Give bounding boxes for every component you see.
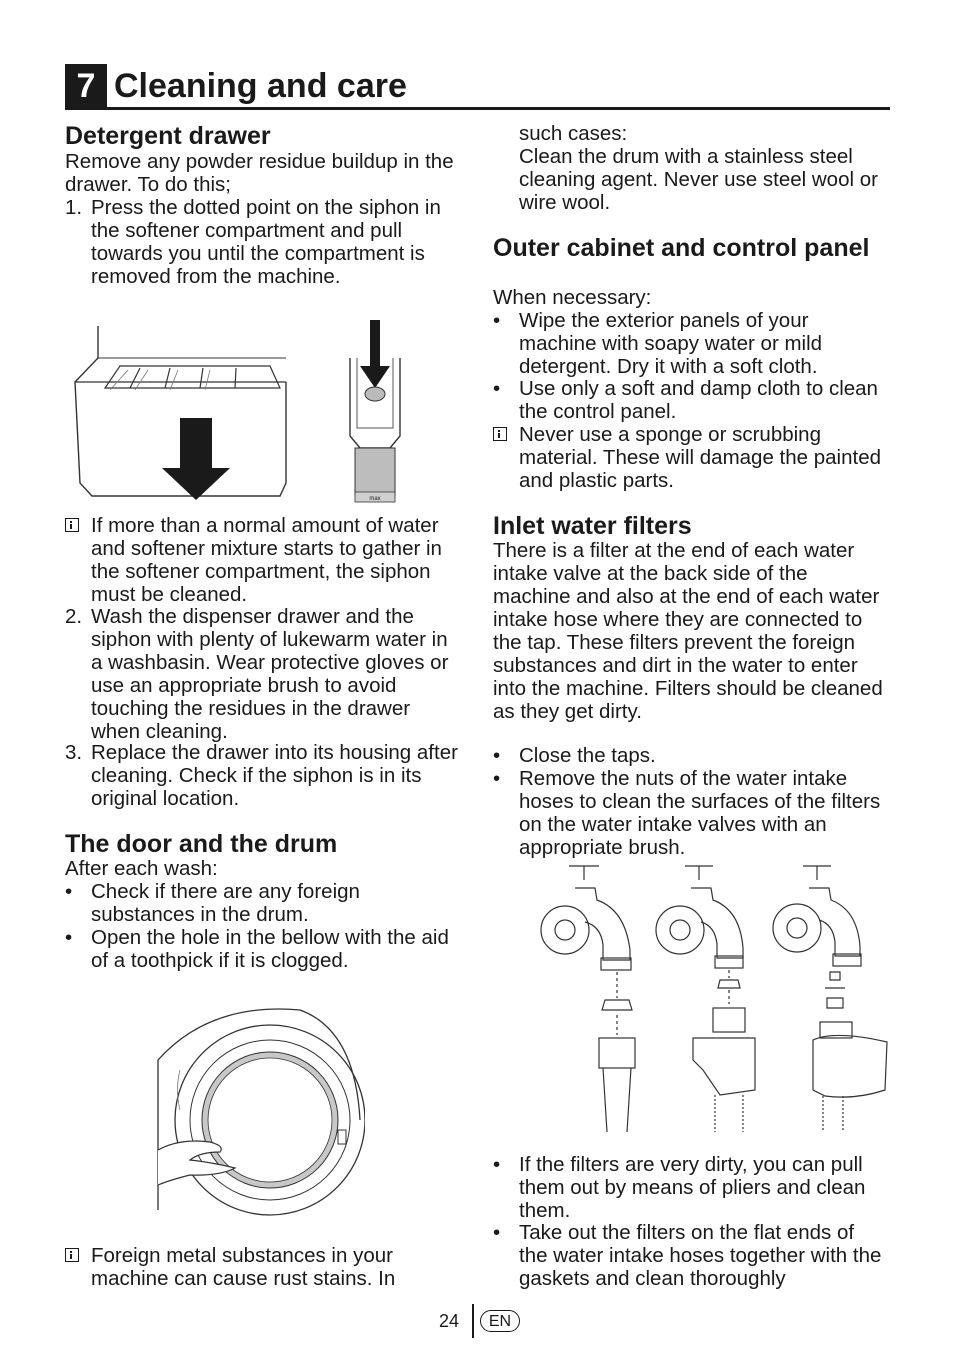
filters-bullet-1: • Close the taps.: [493, 744, 656, 767]
cabinet-bullet-2: • Use only a soft and damp cloth to clean the control panel.: [493, 377, 878, 423]
cabinet-heading: Outer cabinet and control panel: [493, 234, 870, 262]
chapter-number: 7: [65, 64, 107, 109]
drawer-illustration: [70, 318, 290, 503]
filters-bullet-4: • Take out the filters on the flat ends of the water intake hoses together with the gaskets and clean thoroughly: [493, 1221, 882, 1290]
door-bullet-1: • Check if there are any foreign substances in the drum.: [65, 880, 360, 926]
siphon-illustration: [335, 318, 415, 506]
info-icon: [493, 427, 507, 441]
cabinet-note: Never use a sponge or scrubbing material. These will damage the painted and plastic parts.: [493, 423, 883, 492]
language-badge: EN: [480, 1310, 520, 1332]
filters-intro: There is a filter at the end of each water intake valve at the back side of the machine and also at the end of each water intake hose where they are connected to the tap. These filters prevent the foreign substances and dirt in the water to enter into the machine. Filters should be cleaned as they get dirty.: [493, 539, 883, 723]
door-drum-intro: After each wash:: [65, 857, 218, 880]
siphon-max-label: max: [369, 496, 381, 502]
page-number: 24: [439, 1311, 460, 1331]
detergent-drawer-intro: Remove any powder residue buildup in the drawer. To do this;: [65, 150, 454, 196]
step-2: 2. Wash the dispenser drawer and the siphon with plenty of lukewarm water in a washbasin. Wear protective gloves or use an appropriate brush to avoid touching the residues in the drawer when cleaning.: [65, 605, 449, 743]
cabinet-bullet-1: • Wipe the exterior panels of your machine with soapy water or mild detergent. Dry it with a soft cloth.: [493, 309, 823, 378]
door-bullet-2: • Open the hole in the bellow with the aid of a toothpick if it is clogged.: [65, 926, 449, 972]
rust-note: Foreign metal substances in your machine can cause rust stains. In: [65, 1244, 460, 1290]
taps-illustration: [535, 860, 895, 1140]
chapter-title: Cleaning and care: [114, 67, 407, 105]
info-icon: [65, 518, 79, 532]
footer-divider: [472, 1304, 474, 1338]
drum-door-illustration: [150, 1000, 365, 1220]
info-icon: [65, 1248, 79, 1262]
cabinet-intro: When necessary:: [493, 286, 652, 309]
filters-bullet-3: • If the filters are very dirty, you can pull them out by means of pliers and clean them.: [493, 1153, 866, 1222]
header-rule: [65, 107, 890, 110]
continuation-cases: such cases:: [519, 122, 628, 145]
step-3: 3. Replace the drawer into its housing after cleaning. Check if the siphon is in its original location.: [65, 741, 458, 810]
filters-bullet-2: • Remove the nuts of the water intake hoses to clean the surfaces of the filters on the water intake valves with an appropriate brush.: [493, 767, 881, 859]
step-1: 1. Press the dotted point on the siphon in the softener compartment and pull towards you until the compartment is removed from the machine.: [65, 196, 441, 288]
siphon-note: If more than a normal amount of water and softener mixture starts to gather in the softener compartment, the siphon must be cleaned.: [65, 514, 460, 606]
detergent-drawer-heading: Detergent drawer: [65, 122, 271, 150]
continuation-clean-drum: Clean the drum with a stainless steel cleaning agent. Never use steel wool or wire wool.: [519, 145, 878, 214]
door-drum-heading: The door and the drum: [65, 830, 338, 858]
filters-heading: Inlet water filters: [493, 512, 692, 540]
